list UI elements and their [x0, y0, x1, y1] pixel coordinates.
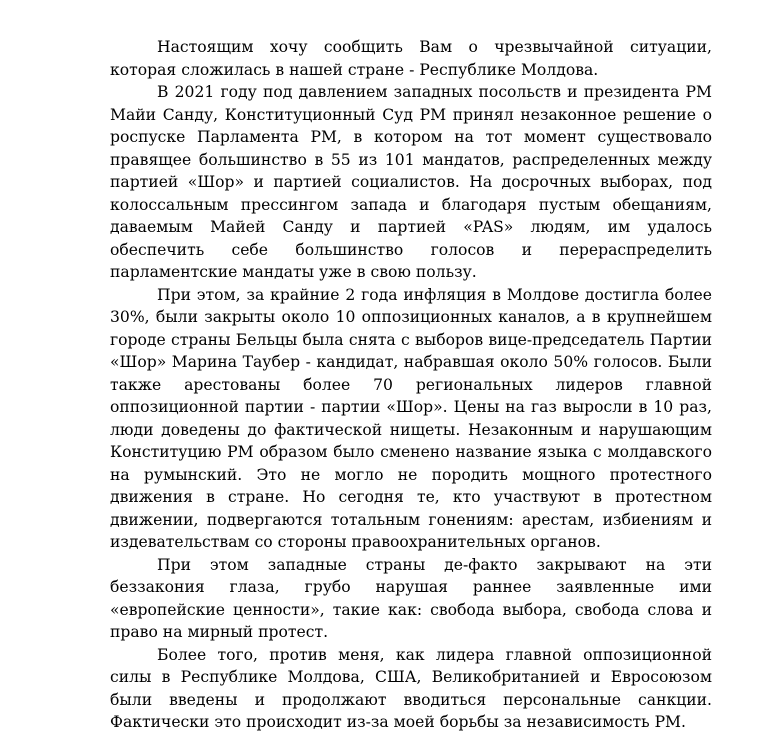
paragraph-sanctions: Более того, против меня, как лидера главной оппозиционной силы в Республике Молдова, США, Великобританией и Евросоюзом были введены и продолжают вводиться персональные санкции. Фактически это происходит из-за моей борьбы за независимость РМ. [110, 645, 712, 731]
letter-body [110, 36, 712, 734]
paragraph-inflation: При этом, за крайние 2 года инфляция в Молдове достигла более 30%, были закрыты около 10 оппозиционных каналов, а в крупнейшем городе страны Бельцы была снята с выборов вице-председатель Партии «Шор» Марина Таубер - кандидат, набравшая около 50% голосов. Были также арестованы более 70 региональных лидеров главной оппозиционной партии - партии «Шор». Цены на газ выросли в 10 раз, люди доведены до фактической нищеты. Незаконным и нарушающим Конституцию РМ образом было сменено название языка с молдавского на румынский. Это не могло не породить мощного протестного движения в стране. Но сегодня те, кто участвуют в протестном движении, подвергаются тотальным гонениям: арестам, избиениям и издевательствам со стороны правоохранительных органов. [110, 285, 712, 551]
paragraph-intro: Настоящим хочу сообщить Вам о чрезвычайной ситуации, которая сложилась в нашей стране - Республике Молдова. [110, 38, 712, 79]
paragraph-western-countries: При этом западные страны де-факто закрывают на эти беззакония глаза, грубо нарушая раннее заявленные ими «европейские ценности», такие как: свобода выбора, свобода слова и право на мирный протест. [110, 555, 712, 641]
paragraph-parliament: В 2021 году под давлением западных посольств и президента РМ Майи Санду, Конституционный Суд РМ принял незаконное решение о роспуске Парламента РМ, в котором на тот момент существовало правящее большинство в 55 из 101 мандатов, распределенных между партией «Шор» и партией социалистов. На досрочных выборах, под колоссальным прессингом запада и благодаря пустым обещаниям, даваемым Майей Санду и партией «PAS» людям, им удалось обеспечить себе большинство голосов и перераспределить парламентские мандаты уже в свою пользу. [110, 83, 712, 281]
